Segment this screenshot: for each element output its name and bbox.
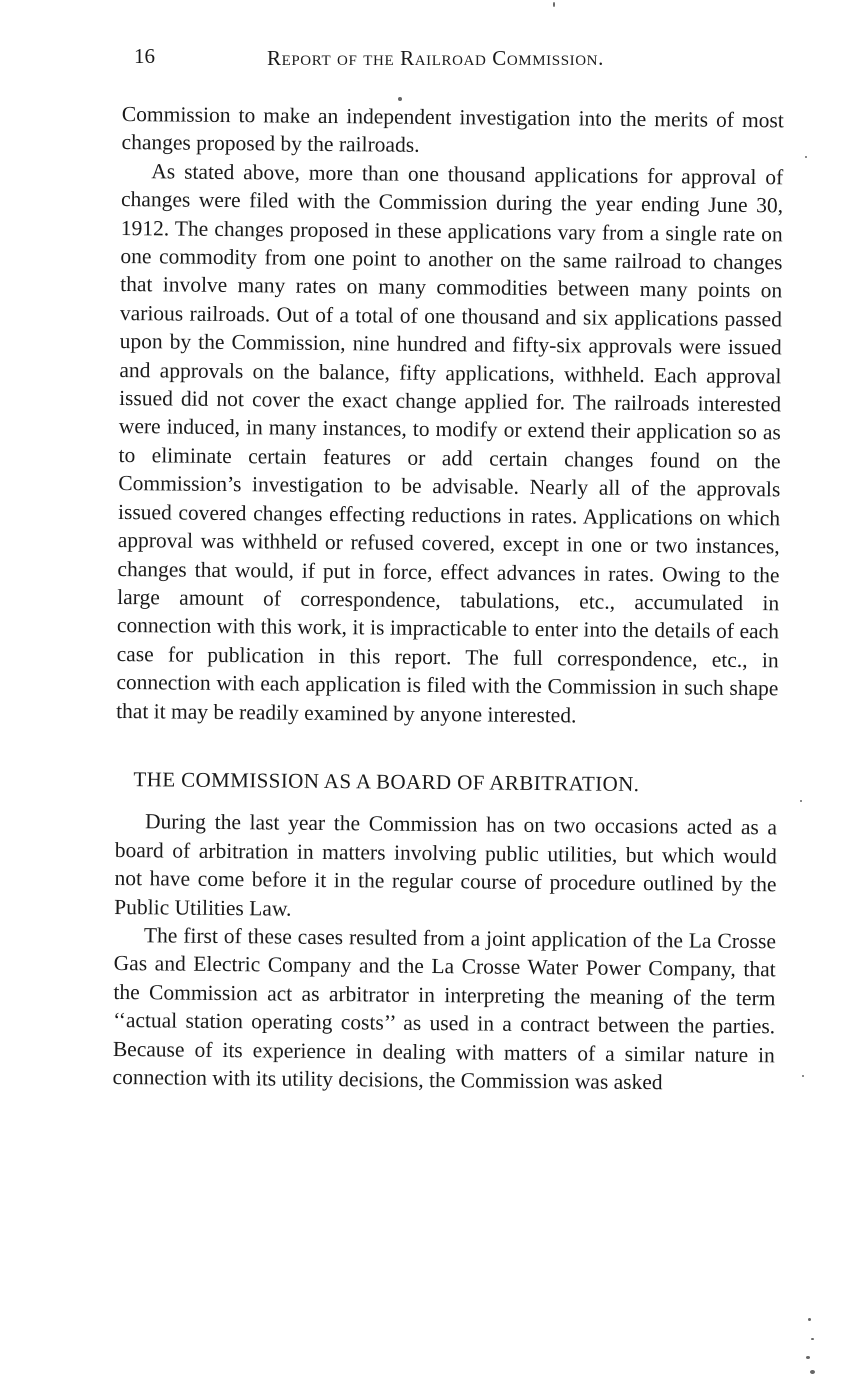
paragraph-applications: As stated above, more than one thousand applications for approval of changes were filed with the Commission during the year ending June 30, 1912. The changes proposed in these applications vary from a single rate on one commodity from one point to another on the same railroad to changes that involve many rates on many commodities between many points on various railroads. Out of a total of one thousand and six applications passed upon by the Commission, nine hundred and fifty-six approvals were issued and approvals on the balance, fifty applications, withheld. Each approval issued did not cover the exact change applied for. The railroads interested were induced, in many instances, to modify or extend their application so as to eliminate certain features or add certain changes found on the Commission’s investigation to be advisable. Nearly all of the approvals issued covered changes effecting reductions in rates. Applications on which approval was withheld or refused covered, except in one or two instances, changes that would, if put in force, effect advances in rates. Owing to the large amount of correspondence, tabulations, etc., accumulated in connection with this work, it is impracticable to enter into the details of each case for publication in this report. The full correspondence, etc., in connection with each application is filed with the Commission in such shape that it may be readily examined by anyone interested. <box>116 159 784 727</box>
running-title: Report of the Railroad Commission. <box>267 46 604 70</box>
paragraph-continuation: Commission to make an independent investigation into the merits of most changes proposed by the railroads. <box>121 101 784 158</box>
body-text <box>112 100 783 1098</box>
section-heading: THE COMMISSION AS A BOARD OF ARBITRATION. <box>133 767 640 796</box>
page-number: 16 <box>134 44 155 68</box>
running-header <box>134 44 774 74</box>
paragraph-la-crosse-case: The first of these cases resulted from a joint application of the La Crosse Gas and Electric Company and the La Crosse Water Power Company, that the Commission act as arbitrator in interpreting the meaning of the term ‘‘actual station operating costs’’ as used in a contract between the parties. Because of its experience in dealing with matters of a similar nature in connection with its utility decisions, the Commission was asked <box>112 923 777 1095</box>
paragraph-arbitration-intro: During the last year the Commission has on two occasions acted as a board of arbitration in matters involving public utilities, but which would not have come before it in the regular course of procedure outlined by the Public Utilities Law. <box>114 809 778 921</box>
